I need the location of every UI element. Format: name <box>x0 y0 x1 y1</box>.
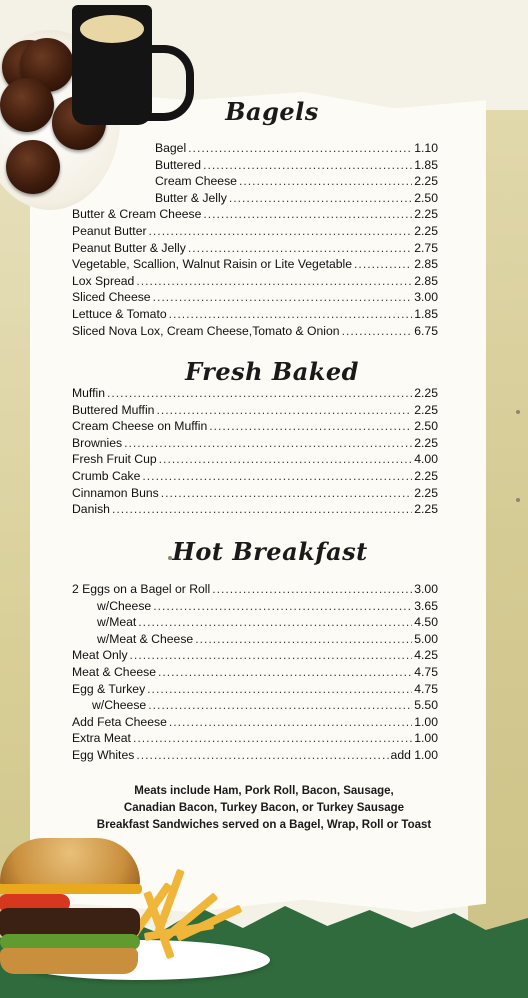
menu-item-name: Lettuce & Tomato <box>72 307 167 321</box>
menu-item-price: 6.75 <box>414 323 438 338</box>
menu-item-row <box>72 323 438 339</box>
menu-item-price: 2.25 <box>414 435 438 450</box>
menu-item-row <box>92 697 438 713</box>
leader-dots <box>169 714 412 730</box>
leader-dots <box>209 418 412 434</box>
leader-dots <box>203 206 412 222</box>
leader-dots <box>156 402 412 418</box>
menu-item-price: 1.00 <box>414 714 438 729</box>
menu-item-row <box>72 385 438 401</box>
meats-note-line-2: Canadian Bacon, Turkey Bacon, or Turkey Sausage <box>123 802 405 814</box>
menu-item-price: 4.00 <box>414 452 438 467</box>
menu-item-price: 1.85 <box>414 157 438 172</box>
menu-item-name: w/Meat <box>97 615 137 630</box>
menu-item-row <box>72 451 438 467</box>
leader-dots <box>195 631 412 647</box>
section-title-fresh-baked: Fresh Baked <box>185 357 359 386</box>
menu-item-row <box>72 273 438 289</box>
decorative-dot <box>516 498 520 502</box>
leader-dots <box>130 647 413 663</box>
leader-dots <box>188 140 412 156</box>
menu-item-price: 1.85 <box>414 307 438 321</box>
menu-item-name: Danish <box>72 502 110 517</box>
menu-item-name: Butter & Cream Cheese <box>72 207 202 222</box>
meats-note-line-1: Meats include Ham, Pork Roll, Bacon, Sausage, <box>134 785 394 797</box>
leader-dots <box>112 501 412 517</box>
leader-dots <box>239 173 412 189</box>
fries-image <box>135 868 255 958</box>
menu-item-name: w/Cheese <box>92 698 147 713</box>
menu-item-price: 2.25 <box>414 502 438 517</box>
menu-item-row <box>72 647 438 663</box>
leader-dots <box>107 385 412 401</box>
decorative-dot <box>516 410 520 414</box>
leader-dots <box>212 581 412 597</box>
menu-item-price: 5.50 <box>414 698 438 713</box>
bun-top <box>0 838 140 888</box>
muffin-image <box>6 140 60 194</box>
menu-item-row <box>72 418 438 434</box>
menu-item-price: 2.85 <box>414 273 438 288</box>
cheese-slice <box>0 884 142 894</box>
menu-item-row <box>72 240 438 256</box>
leader-dots <box>159 451 413 467</box>
menu-item-row <box>72 435 438 451</box>
menu-item-name: Bagel <box>155 141 187 155</box>
menu-item-price: 2.25 <box>414 207 438 222</box>
menu-item-row <box>155 157 438 173</box>
burger-image <box>0 838 145 988</box>
menu-item-name: Muffin <box>72 386 105 400</box>
menu-item-name: Crumb Cake <box>72 469 141 483</box>
menu-item-name: Peanut Butter <box>72 224 147 238</box>
leader-dots <box>158 664 412 680</box>
menu-item-name: Egg Whites <box>72 748 135 762</box>
menu-item-name: Extra Meat <box>72 731 131 746</box>
menu-item-name: Sliced Nova Lox, Cream Cheese,Tomato & Onion <box>72 323 340 338</box>
menu-item-row <box>72 714 438 730</box>
menu-item-row <box>72 468 438 484</box>
bun-bottom <box>0 948 138 974</box>
menu-item-row <box>72 681 438 697</box>
menu-item-price: 2.25 <box>414 386 438 400</box>
menu-item-name: Brownies <box>72 435 123 450</box>
menu-item-name: w/Meat & Cheese <box>97 631 194 646</box>
menu-item-price: add 1.00 <box>390 748 438 762</box>
menu-item-price: 2.25 <box>414 469 438 483</box>
menu-item-name: Egg & Turkey <box>72 681 146 696</box>
menu-item-name: Lox Spread <box>72 273 135 288</box>
leader-dots <box>188 240 412 256</box>
menu-item-row <box>155 140 438 156</box>
menu-item-row <box>72 206 438 222</box>
menu-item-name: Meat & Cheese <box>72 665 157 679</box>
menu-item-price: 4.75 <box>414 665 438 679</box>
menu-item-name: Peanut Butter & Jelly <box>72 240 186 255</box>
menu-item-name: Buttered <box>155 157 202 172</box>
menu-item-price: 2.25 <box>414 224 438 238</box>
menu-item-row <box>97 614 438 630</box>
leader-dots <box>203 157 412 173</box>
leader-dots <box>149 223 413 239</box>
menu-item-row <box>72 485 438 501</box>
menu-item-row <box>72 289 438 305</box>
menu-item-price: 2.85 <box>414 257 438 272</box>
leader-dots <box>133 730 412 746</box>
menu-item-price: 2.50 <box>414 419 438 434</box>
menu-item-price: 3.65 <box>414 598 438 613</box>
menu-item-row <box>72 402 438 418</box>
leader-dots <box>148 697 412 713</box>
menu-item-price: 4.25 <box>414 648 438 663</box>
menu-item-row <box>72 747 438 763</box>
sandwich-note: Breakfast Sandwiches served on a Bagel, Wrap, Roll or Toast <box>96 819 432 831</box>
menu-item-row <box>72 730 438 746</box>
menu-item-name: Meat Only <box>72 648 128 663</box>
menu-item-row <box>72 223 438 239</box>
leader-dots <box>153 598 412 614</box>
menu-item-name: Add Feta Cheese <box>72 714 167 729</box>
menu-item-name: Cinnamon Buns <box>72 485 159 500</box>
menu-item-price: 2.25 <box>414 485 438 500</box>
menu-item-row <box>155 190 438 206</box>
menu-item-price: 1.00 <box>414 731 438 746</box>
leader-dots <box>136 273 412 289</box>
section-title-bagels: Bagels <box>225 97 319 126</box>
leader-dots <box>169 306 413 322</box>
menu-item-price: 3.00 <box>414 290 438 305</box>
menu-item-name: w/Cheese <box>97 598 152 613</box>
menu-item-row <box>72 501 438 517</box>
menu-item-price: 2.25 <box>414 402 438 417</box>
leader-dots <box>147 681 412 697</box>
menu-item-name: Buttered Muffin <box>72 402 155 417</box>
menu-item-price: 4.75 <box>414 681 438 696</box>
menu-item-row <box>97 598 438 614</box>
leader-dots <box>142 468 412 484</box>
menu-item-row <box>72 581 438 597</box>
menu-item-name: Fresh Fruit Cup <box>72 452 157 467</box>
leader-dots <box>138 614 412 630</box>
leader-dots <box>229 190 412 206</box>
menu-item-price: 2.75 <box>414 240 438 255</box>
menu-item-row <box>72 306 438 322</box>
leader-dots <box>342 323 413 339</box>
menu-item-name: 2 Eggs on a Bagel or Roll <box>72 582 211 596</box>
leader-dots <box>153 289 413 305</box>
menu-item-price: 3.00 <box>414 582 438 596</box>
menu-item-price: 1.10 <box>414 141 438 155</box>
leader-dots <box>136 747 388 763</box>
menu-item-row <box>72 664 438 680</box>
leader-dots <box>124 435 412 451</box>
section-title-hot-breakfast: Hot Breakfast <box>172 537 368 566</box>
leader-dots <box>354 256 412 272</box>
menu-item-name: Cream Cheese <box>155 174 237 189</box>
menu-item-row <box>97 631 438 647</box>
menu-item-name: Sliced Cheese <box>72 290 151 305</box>
menu-item-row <box>72 256 438 272</box>
menu-item-name: Vegetable, Scallion, Walnut Raisin or Lite Vegetable <box>72 257 353 272</box>
menu-item-name: Cream Cheese on Muffin <box>72 419 208 434</box>
menu-item-price: 2.25 <box>414 174 438 189</box>
menu-item-row <box>155 173 438 189</box>
leader-dots <box>161 485 413 501</box>
coffee-surface <box>80 15 144 43</box>
menu-item-price: 4.50 <box>414 615 438 630</box>
menu-item-price: 5.00 <box>414 631 438 646</box>
menu-item-name: Butter & Jelly <box>155 190 227 205</box>
menu-item-price: 2.50 <box>414 190 438 205</box>
